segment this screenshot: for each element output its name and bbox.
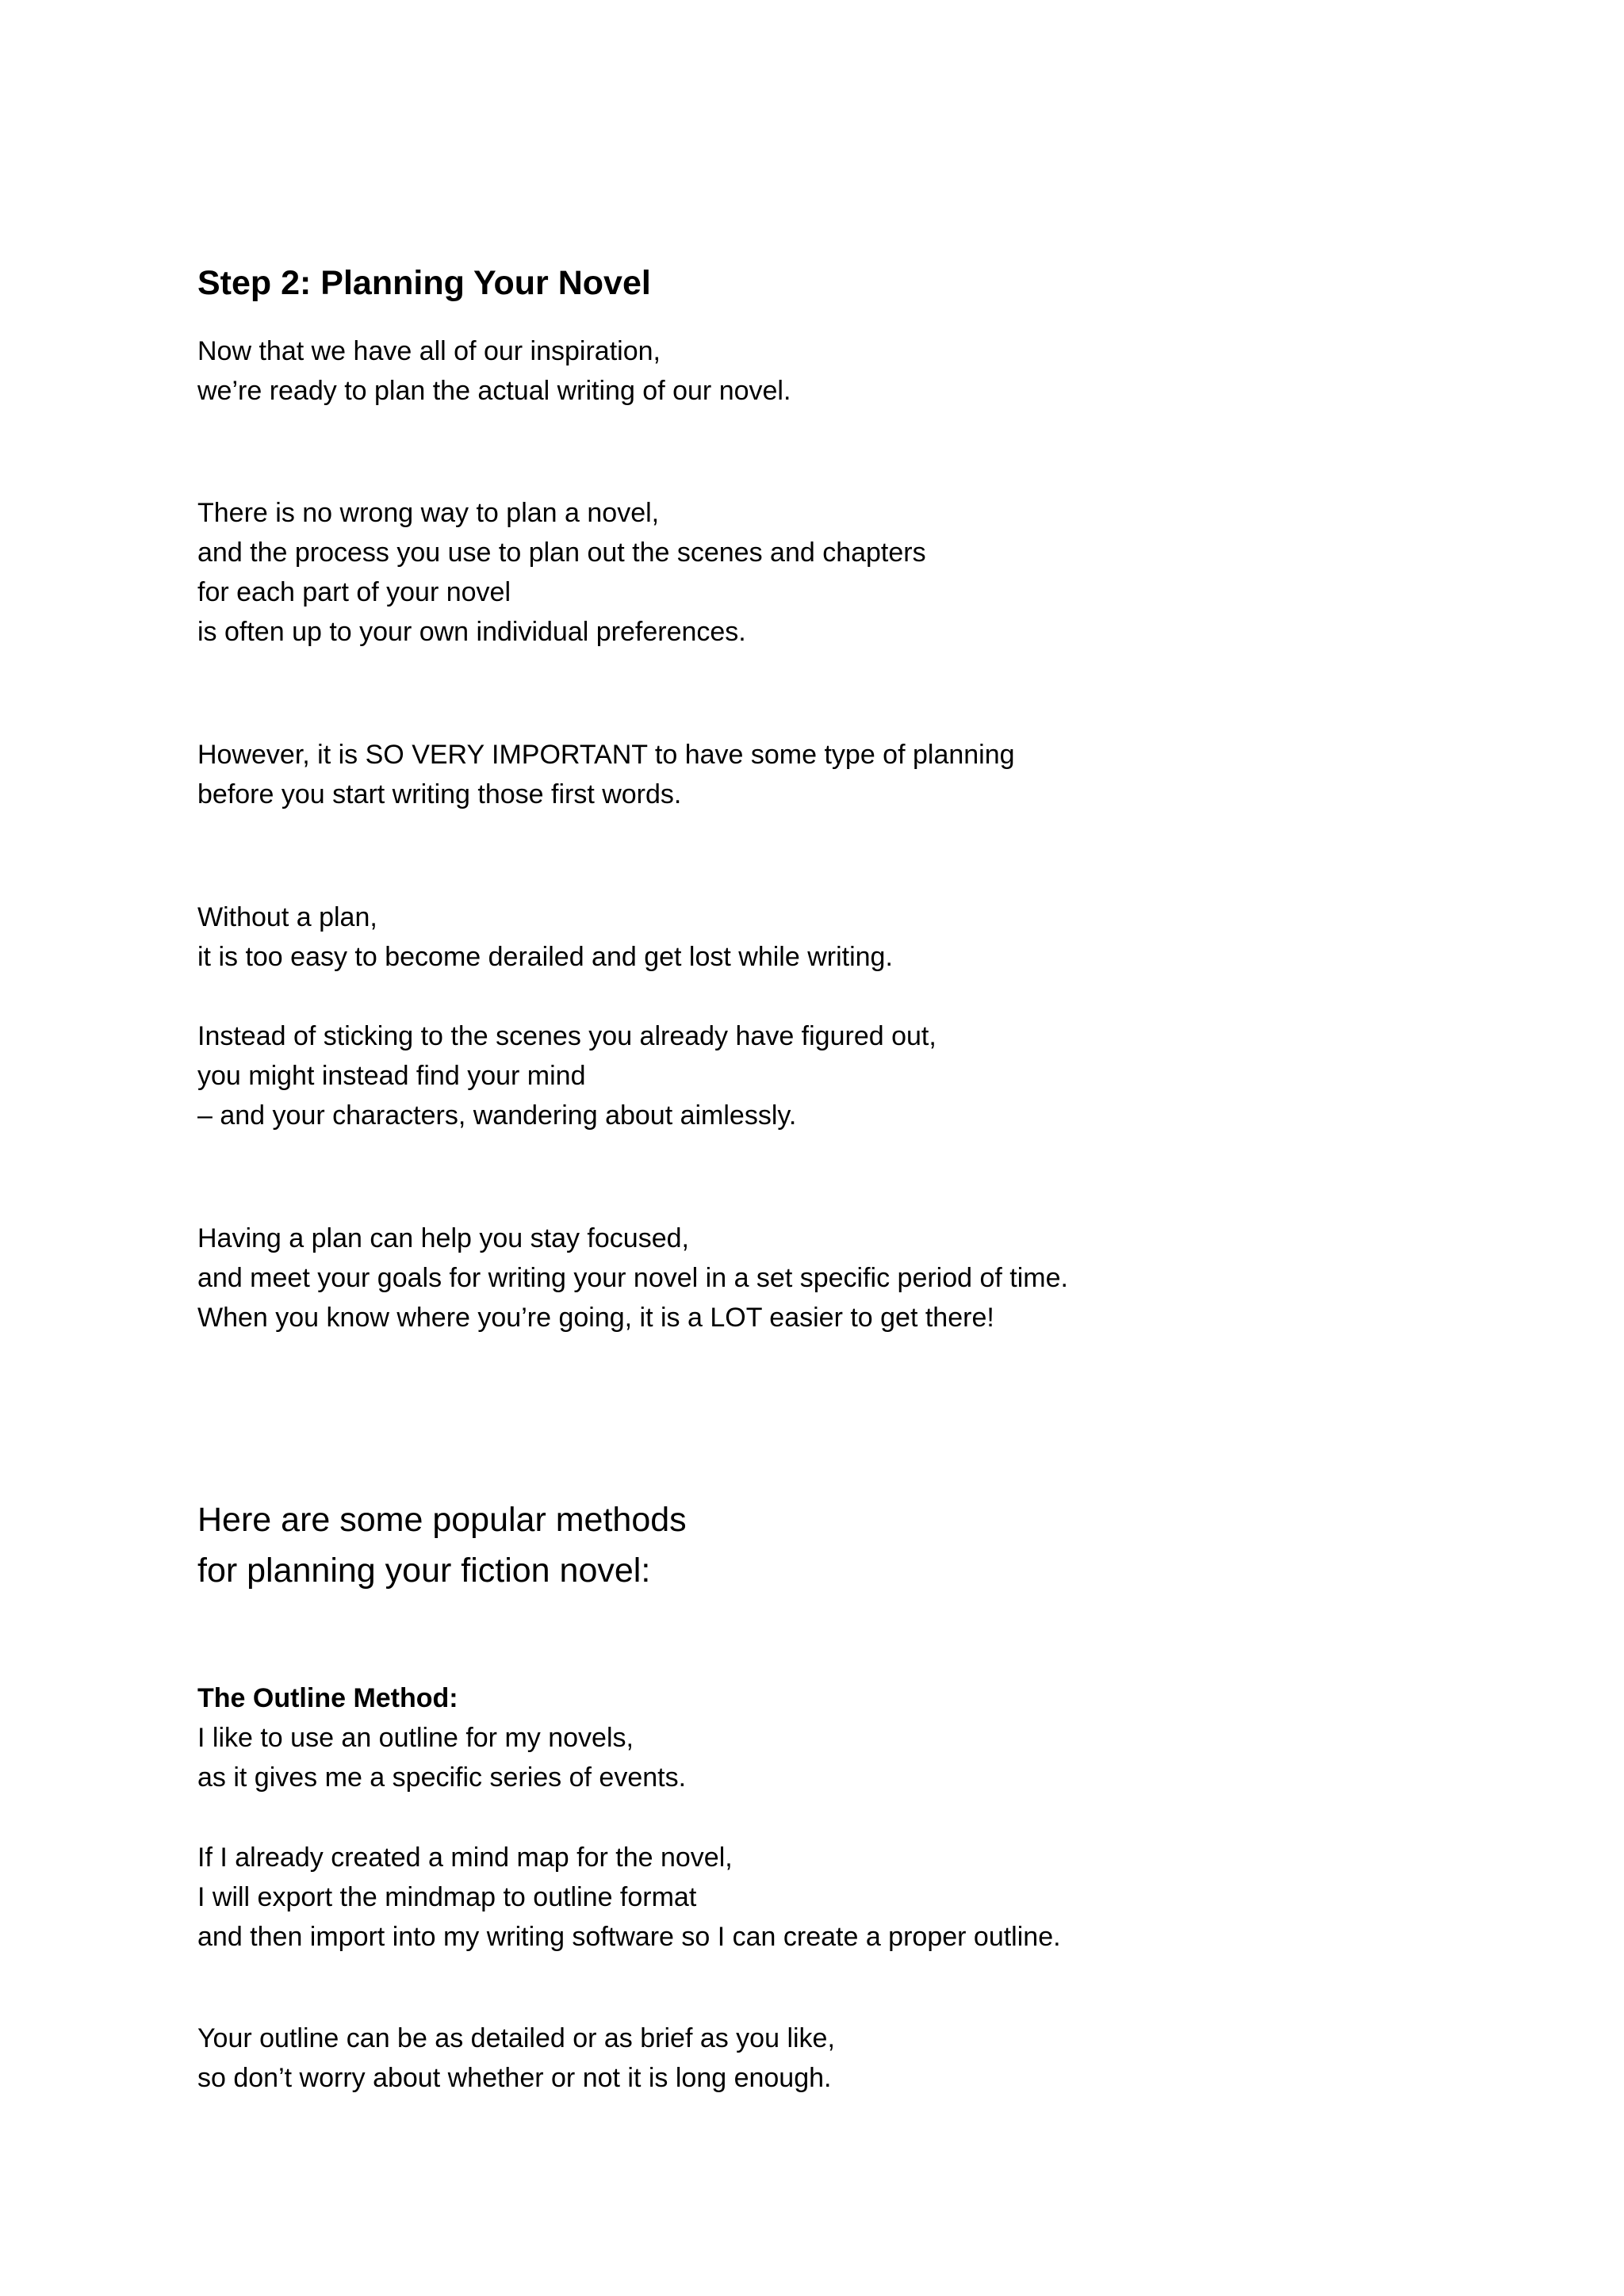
subheading-line: Here are some popular methods — [197, 1501, 687, 1539]
paragraph-line: we’re ready to plan the actual writing of our novel. — [197, 376, 791, 406]
paragraph-no-wrong-way — [197, 493, 926, 652]
paragraph-line: I like to use an outline for my novels, — [197, 1723, 634, 1753]
paragraph-without-plan — [197, 897, 893, 977]
paragraph-line: Without a plan, — [197, 902, 377, 932]
paragraph-line: When you know where you’re going, it is a LOT easier to get there! — [197, 1303, 994, 1333]
paragraph-important — [197, 735, 1015, 814]
paragraph-line: and meet your goals for writing your novel in a set specific period of time. — [197, 1263, 1068, 1293]
paragraph-line: for each part of your novel — [197, 577, 511, 607]
paragraph-line: I will export the mindmap to outline format — [197, 1882, 697, 1912]
paragraph-line: as it gives me a specific series of events. — [197, 1762, 687, 1793]
paragraph-line: before you start writing those first words. — [197, 779, 682, 809]
paragraph-line: Now that we have all of our inspiration, — [197, 336, 661, 366]
paragraph-line: Having a plan can help you stay focused, — [197, 1223, 689, 1253]
paragraph-line: it is too easy to become derailed and get lost while writing. — [197, 942, 893, 972]
subheading-line: for planning your fiction novel: — [197, 1552, 651, 1590]
paragraph-line: is often up to your own individual preferences. — [197, 617, 746, 647]
page-title: Step 2: Planning Your Novel — [197, 264, 651, 302]
paragraph-stay-focused — [197, 1219, 1068, 1337]
paragraph-line: and then import into my writing software so I can create a proper outline. — [197, 1922, 1061, 1952]
section-subheading — [197, 1494, 687, 1596]
outline-method-section — [197, 1678, 686, 1797]
outline-method-title: The Outline Method: — [197, 1683, 458, 1713]
paragraph-line: you might instead find your mind — [197, 1061, 586, 1091]
paragraph-line: Instead of sticking to the scenes you already have figured out, — [197, 1021, 936, 1051]
paragraph-line: If I already created a mind map for the novel, — [197, 1843, 733, 1873]
paragraph-line: so don’t worry about whether or not it is long enough. — [197, 2063, 832, 2093]
paragraph-line: There is no wrong way to plan a novel, — [197, 498, 660, 528]
paragraph-line: However, it is SO VERY IMPORTANT to have some type of planning — [197, 740, 1015, 770]
paragraph-line: Your outline can be as detailed or as brief as you like, — [197, 2023, 835, 2053]
paragraph-sticking-to-scenes — [197, 1016, 936, 1135]
paragraph-line: and the process you use to plan out the scenes and chapters — [197, 538, 926, 568]
paragraph-outline-length — [197, 2019, 835, 2098]
paragraph-mind-map — [197, 1838, 1061, 1957]
paragraph-line: – and your characters, wandering about aimlessly. — [197, 1100, 797, 1131]
paragraph-inspiration — [197, 331, 791, 411]
